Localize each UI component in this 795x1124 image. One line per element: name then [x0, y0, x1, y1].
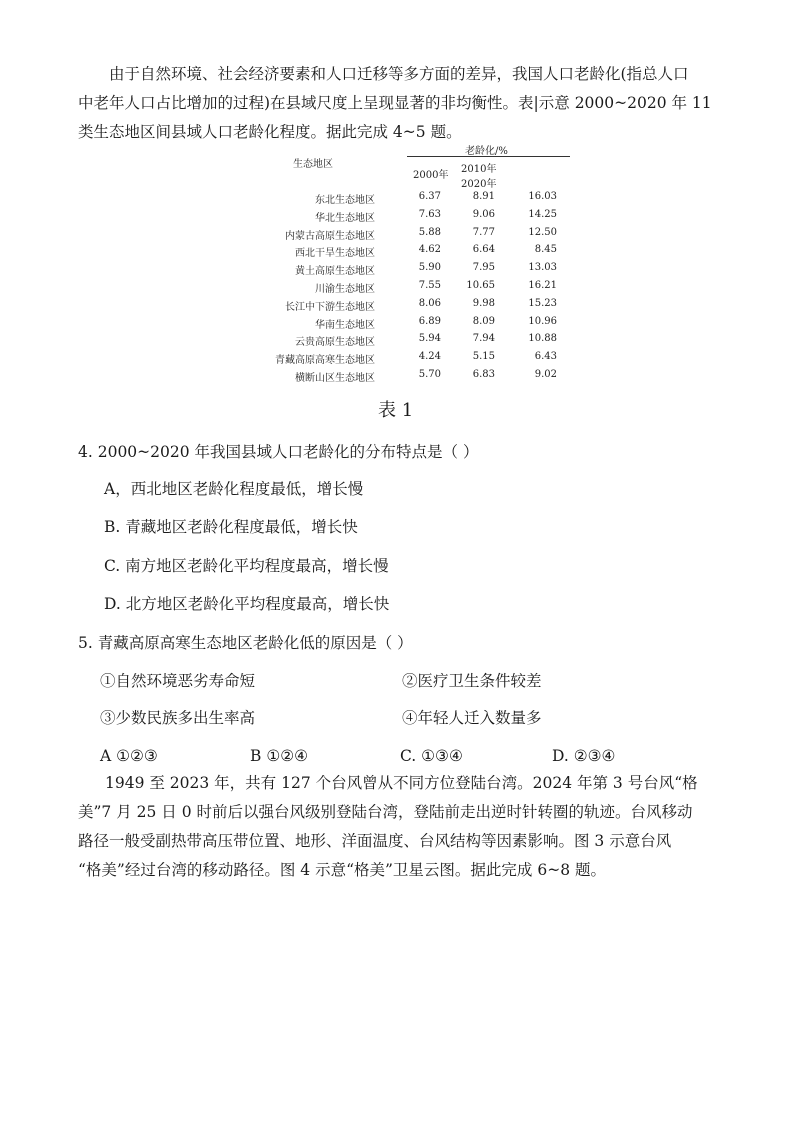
- value-2020: 16.03: [528, 191, 557, 202]
- region-name: 云贵高原生态地区: [295, 337, 375, 349]
- table-header-2000: 2000年: [413, 170, 449, 181]
- value-2000: 6.37: [418, 191, 441, 202]
- intro-line: 由于自然环境、社会经济要素和人口迁移等多方面的差异，我国人口老龄化(指总人口: [109, 65, 689, 83]
- value-2000: 6.89: [418, 315, 441, 327]
- value-2000: 8.06: [418, 297, 441, 309]
- region-name: 西北干旱生态地区: [295, 248, 375, 260]
- intro-paragraph: [78, 60, 728, 147]
- value-2000: 7.63: [418, 208, 441, 220]
- value-2010: 8.91: [472, 191, 495, 202]
- value-2000: 5.94: [418, 333, 441, 345]
- table-header-2010: 2010年: [461, 164, 497, 175]
- table-row: [255, 227, 585, 245]
- question-5-choice-d: D. ②③④: [552, 747, 616, 765]
- question-5-stem: 5. 青藏高原高寒生态地区老龄化低的原因是（ ）: [78, 634, 413, 652]
- value-2000: 4.24: [418, 351, 441, 363]
- typhoon-intro-line: 路径一般受副热带高压带位置、地形、洋面温度、台风结构等因素影响。图 3 示意台风: [78, 832, 672, 850]
- typhoon-intro-line: 1949 至 2023 年，共有 127 个台风曾从不同方位登陆台湾。2024 年第 3 号台风“格: [105, 774, 698, 792]
- typhoon-intro-line: 美”7 月 25 日 0 时前后以强台风级别登陆台湾，登陆前走出逆时针转圈的轨迹。台风移动: [78, 803, 693, 821]
- table-row: [255, 262, 585, 280]
- value-2010: 5.15: [472, 351, 495, 363]
- value-2020: 15.23: [528, 297, 557, 309]
- value-2020: 12.50: [528, 226, 557, 238]
- question-4-option-b: B. 青藏地区老龄化程度最低，增长快: [104, 518, 358, 536]
- table-row: [255, 244, 585, 262]
- region-name: 横断山区生态地区: [295, 373, 375, 384]
- intro-line: 类生态地区间县域人口老龄化程度。据此完成 4~5 题。: [78, 123, 462, 141]
- table-row: [255, 316, 585, 334]
- table-group-header: 老龄化/%: [465, 146, 508, 157]
- value-2020: 8.45: [534, 244, 557, 256]
- question-4-stem: 4. 2000~2020 年我国县域人口老龄化的分布特点是（ ）: [78, 443, 479, 461]
- typhoon-intro-line: “格美”经过台湾的移动路径。图 4 示意“格美”卫星云图。据此完成 6~8 题。: [78, 861, 606, 879]
- value-2010: 6.83: [472, 369, 495, 380]
- value-2020: 13.03: [528, 262, 557, 274]
- value-2010: 10.65: [466, 280, 495, 291]
- value-2020: 10.88: [528, 333, 557, 345]
- table-row: [255, 369, 585, 387]
- value-2020: 10.96: [528, 315, 557, 327]
- value-2000: 5.70: [418, 369, 441, 380]
- table-row: [255, 351, 585, 369]
- value-2010: 9.98: [472, 297, 495, 309]
- question-4-option-d: D. 北方地区老龄化平均程度最高，增长快: [104, 595, 390, 613]
- question-5-item-2: ②医疗卫生条件较差: [402, 672, 542, 690]
- value-2010: 9.06: [472, 208, 495, 220]
- question-4-option-c: C. 南方地区老龄化平均程度最高，增长慢: [104, 557, 389, 575]
- region-name: 内蒙古高原生态地区: [285, 230, 375, 242]
- value-2000: 4.62: [418, 244, 441, 256]
- question-5-choice-a: A ①②③: [100, 747, 158, 765]
- value-2010: 8.09: [472, 315, 495, 327]
- question-5-choice-c: C. ①③④: [400, 747, 463, 765]
- question-5-item-1: ①自然环境恶劣寿命短: [100, 672, 256, 690]
- table-header-region: 生态地区: [293, 159, 333, 170]
- question-5-item-3: ③少数民族多出生率高: [100, 709, 256, 727]
- intro-line: 中老年人口占比增加的过程)在县域尺度上呈现显著的非均衡性。表|示意 2000~2020 年 11: [78, 94, 712, 112]
- region-name: 华北生态地区: [315, 212, 375, 224]
- table-caption: 表 1: [378, 400, 414, 421]
- value-2010: 7.77: [472, 226, 495, 238]
- value-2010: 7.95: [472, 262, 495, 274]
- region-name: 东北生态地区: [315, 195, 375, 206]
- table-row: [255, 280, 585, 298]
- value-2020: 16.21: [528, 280, 557, 291]
- question-4-option-a: A，西北地区老龄化程度最低，增长慢: [104, 480, 364, 498]
- region-name: 华南生态地区: [315, 319, 375, 331]
- value-2020: 6.43: [534, 351, 557, 363]
- value-2000: 7.55: [418, 280, 441, 291]
- value-2010: 6.64: [472, 244, 495, 256]
- typhoon-intro-paragraph: [78, 769, 728, 885]
- table-row: [255, 298, 585, 316]
- value-2020: 14.25: [528, 208, 557, 220]
- table-row: [255, 209, 585, 227]
- value-2000: 5.88: [418, 226, 441, 238]
- table-header-2020: 2020年: [461, 179, 497, 190]
- table-row: [255, 191, 585, 209]
- question-5-choice-b: B ①②④: [250, 747, 309, 765]
- question-5-item-4: ④年轻人迁入数量多: [402, 709, 542, 727]
- table-row: [255, 333, 585, 351]
- region-name: 黄土高原生态地区: [295, 266, 375, 278]
- value-2000: 5.90: [418, 262, 441, 274]
- region-name: 长江中下游生态地区: [285, 301, 375, 313]
- region-name: 青藏高原高寒生态地区: [275, 355, 375, 367]
- value-2020: 9.02: [534, 369, 557, 380]
- value-2010: 7.94: [472, 333, 495, 345]
- region-name: 川渝生态地区: [315, 284, 375, 295]
